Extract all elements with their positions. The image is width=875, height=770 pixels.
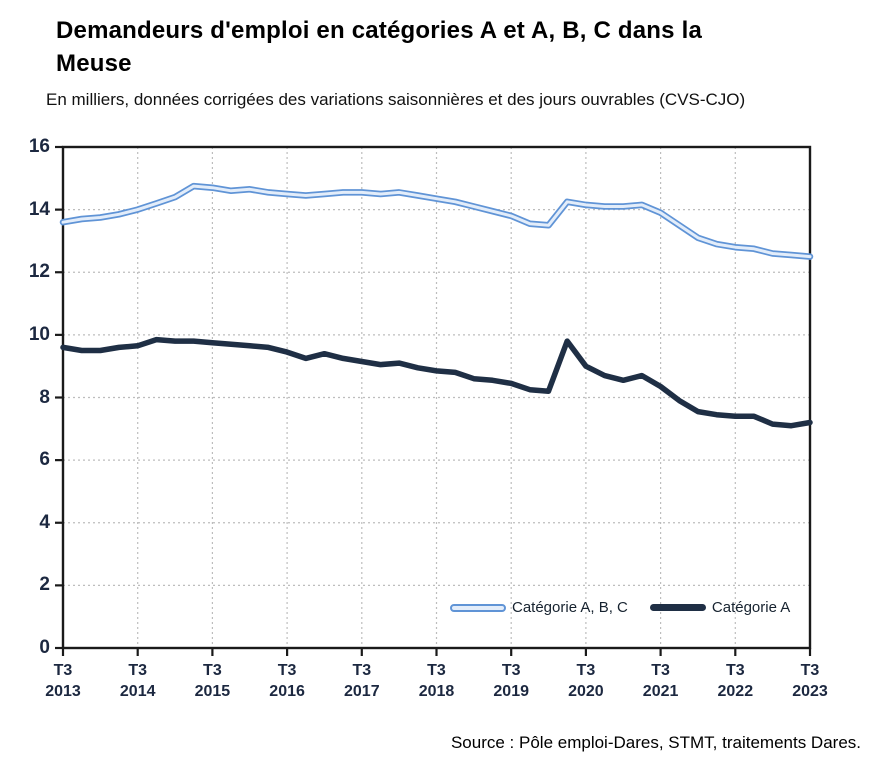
chart-title-line2: Meuse — [56, 50, 132, 77]
plot-area — [0, 130, 875, 720]
y-axis-label: 6 — [39, 449, 50, 471]
y-axis-label: 16 — [28, 136, 50, 157]
chart-title-line1: Demandeurs d'emploi en catégories A et A, B, C dans la — [56, 17, 703, 44]
y-axis-label: 14 — [28, 198, 50, 220]
legend-label: Catégorie A — [711, 599, 791, 616]
chart-title — [56, 14, 836, 80]
y-axis-label: 2 — [39, 574, 50, 596]
legend-line-sample-icon — [650, 604, 706, 611]
legend-label: Catégorie A, B, C — [512, 599, 628, 616]
y-axis-label: 10 — [28, 323, 50, 345]
x-axis-label: T3 2015 — [194, 662, 231, 700]
legend-item-cat-gorie-a — [650, 599, 790, 616]
x-axis-label: T3 2022 — [717, 662, 754, 700]
x-axis-label: T3 2020 — [568, 662, 604, 700]
x-axis-label: T3 2021 — [642, 662, 679, 700]
legend-item-cat-gorie-a-b-c — [450, 599, 628, 616]
x-axis-label: T3 2017 — [344, 662, 380, 700]
line-chart — [0, 130, 875, 720]
y-axis-label: 8 — [39, 386, 50, 408]
source-note: Source : Pôle emploi-Dares, STMT, traitements Dares. — [450, 733, 861, 752]
y-axis-label: 4 — [39, 511, 50, 533]
chart-subtitle: En milliers, données corrigées des variations saisonnières et des jours ouvrables (CVS-CJO) — [46, 90, 746, 109]
x-axis-label: T3 2023 — [792, 662, 828, 700]
chart-legend — [450, 599, 790, 616]
x-axis-label: T3 2019 — [493, 662, 529, 700]
y-axis-label: 12 — [28, 261, 50, 283]
legend-line-sample-icon — [450, 604, 506, 612]
x-axis-label: T3 2013 — [45, 662, 81, 700]
x-axis-label: T3 2016 — [269, 662, 305, 700]
x-axis-label: T3 2014 — [119, 662, 156, 700]
y-axis-label: 0 — [39, 637, 50, 658]
x-axis-label: T3 2018 — [418, 662, 455, 700]
